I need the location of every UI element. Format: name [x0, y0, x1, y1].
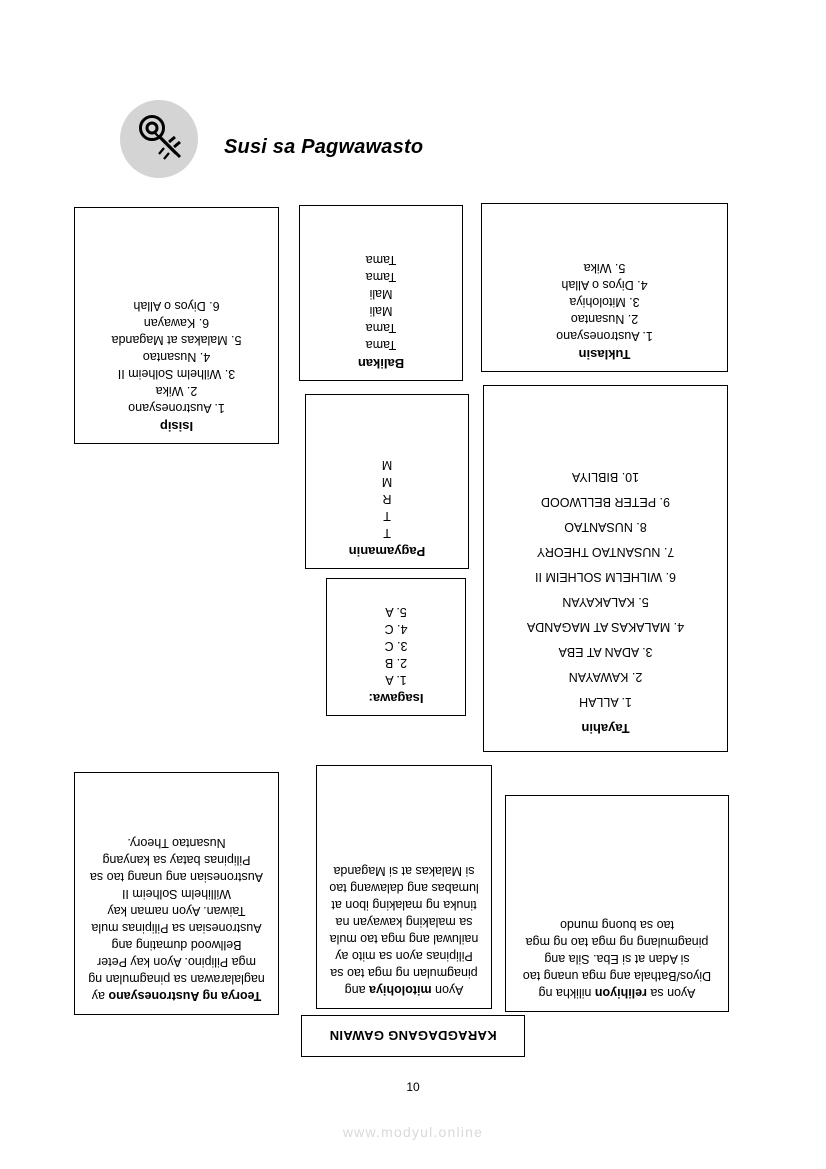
relihiyon-paragraph [518, 916, 716, 1001]
isisip-heading: Isisip [159, 419, 194, 434]
concept-box-austronesyano [74, 772, 279, 1015]
list-item: Mali [369, 287, 393, 301]
answer-box-isagawa [326, 578, 466, 716]
list-item: 4. C [384, 622, 408, 636]
tuklasin-list [492, 259, 717, 344]
list-item: M [381, 475, 393, 489]
list-item: 1. Austronesyano [556, 329, 653, 343]
list-item: 7. NUSANTAO THEORY [536, 545, 675, 559]
list-item: 3. C [384, 639, 408, 653]
relihiyon-term: relihiyon [594, 986, 647, 1000]
austronesyano-term: Teorya ng Austronesyano [108, 989, 262, 1003]
answer-box-isisip [74, 207, 279, 444]
list-item: 3. Wilhelm Solheim II [117, 367, 236, 381]
list-item: Tama [365, 338, 397, 352]
key-icon [120, 100, 198, 178]
list-item: 6. WILHELM SOLHEIM II [535, 570, 677, 584]
list-item: R [382, 492, 392, 506]
list-item: 6. Kawayan [143, 316, 210, 330]
page-title: Susi sa Pagwawasto [224, 136, 424, 158]
pagyamanin-heading: Pagyamanin [348, 544, 426, 559]
isisip-list [85, 297, 268, 416]
page-number: 10 [406, 1080, 420, 1094]
mitolohiya-paragraph [329, 862, 479, 998]
list-item: 4. Nusantao [142, 350, 211, 364]
balikan-list [310, 251, 452, 353]
isagawa-list [337, 603, 455, 688]
mitolohiya-lead: Ayon [431, 983, 464, 997]
list-item: 10. BIBLIYA [571, 470, 640, 484]
answer-box-tayahin [483, 385, 728, 752]
list-item: 8. NUSANTAO [564, 520, 647, 534]
list-item: 1. A [385, 673, 407, 687]
list-item: 2. KAWAYAN [568, 670, 643, 684]
answer-box-tuklasin [481, 203, 728, 372]
austronesyano-paragraph [87, 834, 266, 1004]
list-item: 5. KALAKAYAN [562, 595, 649, 609]
answer-box-balikan [299, 205, 463, 381]
tayahin-heading: Tayahin [581, 721, 630, 736]
list-item: 5. Malakas at Maganda [111, 333, 242, 347]
list-item: 1. ALLAH [579, 695, 632, 709]
answer-box-pagyamanin [305, 394, 469, 569]
pagyamanin-list [316, 456, 458, 541]
list-item: 5. A [385, 605, 407, 619]
concept-box-relihiyon [505, 795, 729, 1012]
mitolohiya-body: ang pinagmulan ng mga tao sa Pilipinas ayon sa mito ay nailuwal ang mga tao mula sa malaking kawayan na tinuka ng malaking ibon at lumabas ang dalawang tao si Malakas at si Maganda [329, 864, 479, 997]
list-item: T [383, 509, 391, 523]
isagawa-heading: Isagawa: [368, 691, 424, 706]
list-item: 4. MALAKAS AT MAGANDA [526, 620, 685, 634]
mitolohiya-term: mitolohiya [369, 983, 432, 997]
list-item: 5. Wika [583, 261, 626, 275]
list-item: 4. Diyos o Allah [561, 278, 648, 292]
list-item: 3. Mitolohiya [569, 295, 640, 309]
list-item: 3. ADAN AT EBA [558, 645, 653, 659]
list-item: M [381, 458, 393, 472]
karagdagang-gawain-label: KARAGDAGANG GAWAIN [329, 1028, 497, 1044]
list-item: 6. Diyos o Allah [133, 299, 220, 313]
tayahin-list [498, 464, 713, 714]
watermark: www.modyul.online [342, 1124, 484, 1140]
austronesyano-body: ay naglalarawan sa pinagmulan ng mga Pilipino. Ayon kay Peter Bellwood dumating ang Austronesian sa Pilipinas mula Taiwan. Ayon naman kay Willihelm Solheim II Austronesian ang unang tao sa Pilipinas batay sa kanyang Nusantao Theory. [88, 836, 265, 1003]
list-item: T [383, 526, 391, 540]
list-item: 2. Wika [155, 384, 198, 398]
balikan-heading: Balikan [357, 356, 405, 371]
concept-box-mitolohiya [316, 765, 492, 1009]
list-item: Tama [365, 270, 397, 284]
list-item: Tama [365, 253, 397, 267]
list-item: 2. B [384, 656, 408, 670]
relihiyon-lead: Ayon sa [646, 986, 696, 1000]
tuklasin-heading: Tuklasin [578, 347, 631, 362]
list-item: Mali [369, 304, 393, 318]
section-banner-karagdagang-gawain [301, 1015, 525, 1057]
relihiyon-body: nilikha ng Diyos/Bathala ang mga unang tao si Adan at si Eba. Sila ang pinagmulang ng mga tao ng mga tao sa buong mundo [522, 918, 712, 1000]
list-item: 2. Nusantao [570, 312, 639, 326]
list-item: Tama [365, 321, 397, 335]
page-header [120, 100, 740, 200]
list-item: 9. PETER BELLWOOD [541, 495, 670, 509]
list-item: 1. Austronesyano [128, 401, 225, 415]
